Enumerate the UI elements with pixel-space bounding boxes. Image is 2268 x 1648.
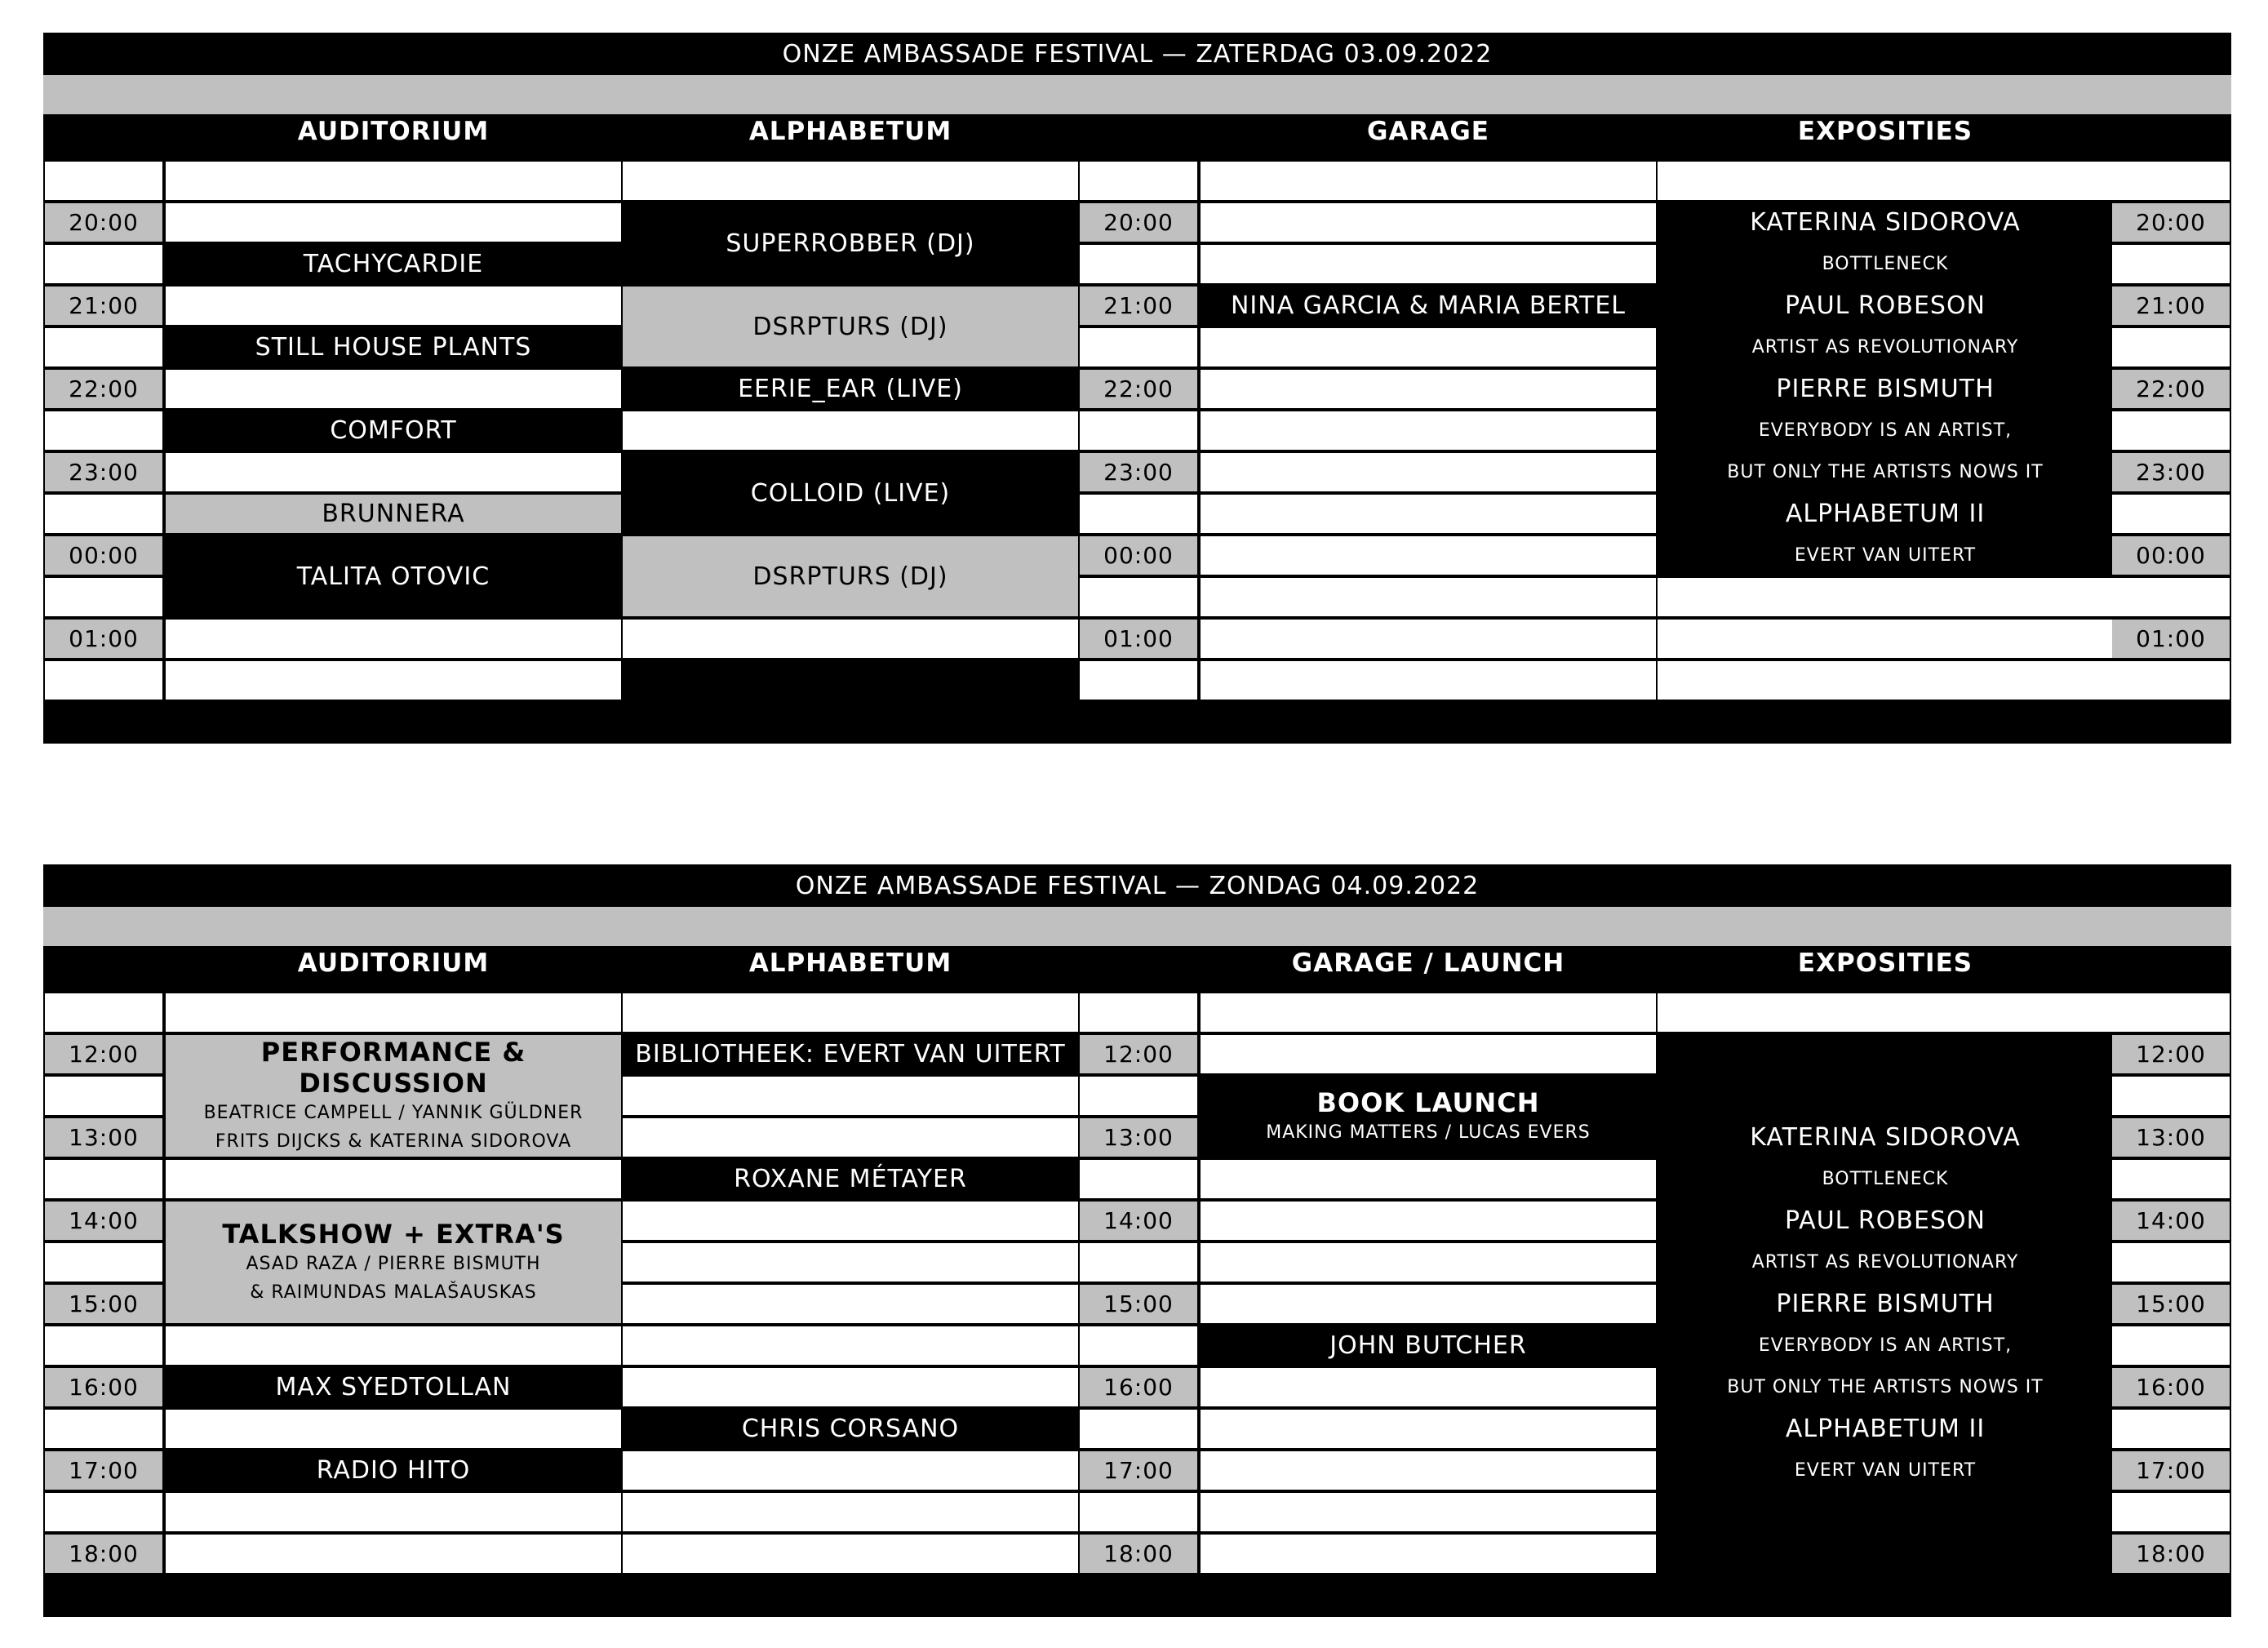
expo-work: BUT ONLY THE ARTISTS NOWS IT xyxy=(1658,453,2113,491)
empty-slot xyxy=(166,162,621,200)
empty-slot xyxy=(1201,328,1656,366)
time-label: 13:00 xyxy=(2112,1118,2230,1157)
time-slot xyxy=(1080,1077,1197,1115)
event-book-launch xyxy=(1201,1077,1656,1157)
time-slot xyxy=(2112,162,2230,200)
stage-alphabetum: ALPHABETUM xyxy=(748,117,952,146)
empty-slot xyxy=(1201,661,1656,700)
stage-alphabetum: ALPHABETUM xyxy=(748,948,952,978)
stage-auditorium: AUDITORIUM xyxy=(297,117,490,146)
event-line: FRITS DIJCKS & KATERINA SIDOROVA xyxy=(215,1131,572,1152)
empty-slot xyxy=(1201,1243,1656,1282)
empty-slot xyxy=(623,411,1078,450)
time-label: 01:00 xyxy=(2112,620,2230,658)
time-slot xyxy=(2112,1160,2230,1198)
time-label: 14:00 xyxy=(2112,1202,2230,1240)
time-slot xyxy=(2112,411,2230,450)
event-tachycardie: TACHYCARDIE xyxy=(166,245,621,283)
time-slot xyxy=(2112,1410,2230,1448)
event-roxane-metayer: ROXANE MÉTAYER xyxy=(623,1160,1078,1198)
schedule-saturday xyxy=(43,33,2231,744)
empty-slot xyxy=(623,1077,1078,1115)
event-dsrpturs-2: DSRPTURS (DJ) xyxy=(623,536,1078,616)
time-label: 00:00 xyxy=(2112,536,2230,575)
schedule-title: ONZE AMBASSADE FESTIVAL — ZONDAG 04.09.2022 xyxy=(795,871,1480,900)
time-slot xyxy=(45,1160,162,1198)
time-slot xyxy=(45,245,162,283)
time-slot xyxy=(1080,245,1197,283)
time-slot xyxy=(45,328,162,366)
time-label: 21:00 xyxy=(1080,287,1197,325)
empty-slot xyxy=(1201,1202,1656,1240)
time-slot xyxy=(45,993,162,1032)
empty-slot xyxy=(1201,620,1656,658)
time-label: 12:00 xyxy=(45,1035,162,1073)
time-slot xyxy=(2112,328,2230,366)
expo-katerina-sidorova: KATERINA SIDOROVA xyxy=(1658,1118,2113,1157)
expo-katerina-sidorova: KATERINA SIDOROVA xyxy=(1658,203,2113,242)
event-radio-hito: RADIO HITO xyxy=(166,1451,621,1490)
time-slot xyxy=(1080,993,1197,1032)
schedule-sunday xyxy=(43,864,2231,1617)
empty-slot xyxy=(1201,495,1656,533)
time-slot xyxy=(1080,1326,1197,1365)
empty-slot xyxy=(1201,245,1656,283)
time-label: 13:00 xyxy=(1080,1118,1197,1157)
empty-slot xyxy=(1201,1493,1656,1531)
time-label: 18:00 xyxy=(1080,1535,1197,1573)
time-slot xyxy=(45,1493,162,1531)
schedule-title: ONZE AMBASSADE FESTIVAL — ZATERDAG 03.09.2022 xyxy=(782,39,1493,69)
time-label: 22:00 xyxy=(2112,370,2230,408)
empty-slot xyxy=(623,162,1078,200)
time-slot xyxy=(2112,245,2230,283)
empty-slot xyxy=(1201,203,1656,242)
event-line: BEATRICE CAMPELL / YANNIK GÜLDNER xyxy=(203,1102,584,1123)
empty-slot xyxy=(1201,536,1656,575)
event-john-butcher: JOHN BUTCHER xyxy=(1201,1326,1656,1365)
empty-slot xyxy=(166,1326,621,1365)
time-slot xyxy=(1080,411,1197,450)
event-max-syedtollan: MAX SYEDTOLLAN xyxy=(166,1368,621,1406)
event-nina-garcia: NINA GARCIA & MARIA BERTEL xyxy=(1201,287,1656,325)
empty-slot xyxy=(166,370,621,408)
event-performance-discussion xyxy=(166,1035,621,1157)
time-label: 22:00 xyxy=(1080,370,1197,408)
empty-slot xyxy=(1658,620,2113,658)
time-label: 00:00 xyxy=(45,536,162,575)
event-comfort: COMFORT xyxy=(166,411,621,450)
empty-slot xyxy=(1658,993,2113,1032)
stage-exposities: EXPOSITIES xyxy=(1797,117,1973,146)
time-slot xyxy=(2112,993,2230,1032)
time-slot xyxy=(1080,661,1197,700)
empty-slot xyxy=(1201,1035,1656,1073)
stage-garage: GARAGE xyxy=(1367,117,1489,146)
empty-slot xyxy=(166,453,621,491)
event-line: MAKING MATTERS / LUCAS EVERS xyxy=(1266,1122,1591,1143)
time-label: 18:00 xyxy=(2112,1535,2230,1573)
time-label: 21:00 xyxy=(45,287,162,325)
time-label: 12:00 xyxy=(1080,1035,1197,1073)
empty-slot xyxy=(166,1493,621,1531)
time-slot xyxy=(45,1410,162,1448)
expo-paul-robeson: PAUL ROBESON xyxy=(1658,287,2113,325)
empty-slot xyxy=(623,1243,1078,1282)
empty-slot xyxy=(623,1368,1078,1406)
time-slot xyxy=(2112,1326,2230,1365)
time-slot xyxy=(1080,1160,1197,1198)
empty-slot xyxy=(623,1451,1078,1490)
stage-garage-launch: GARAGE / LAUNCH xyxy=(1291,948,1565,978)
event-dsrpturs: DSRPTURS (DJ) xyxy=(623,287,1078,366)
expo-work: EVERT VAN UITERT xyxy=(1658,536,2113,575)
time-slot xyxy=(45,495,162,533)
empty-slot xyxy=(1658,578,2113,616)
empty-slot xyxy=(623,620,1078,658)
event-brunnera: BRUNNERA xyxy=(166,495,621,533)
expo-work: BOTTLENECK xyxy=(1658,245,2113,283)
empty-slot xyxy=(623,1493,1078,1531)
empty-slot xyxy=(166,287,621,325)
empty-slot xyxy=(1201,411,1656,450)
expo-work: ARTIST AS REVOLUTIONARY xyxy=(1658,1243,2113,1282)
empty-slot xyxy=(166,1410,621,1448)
expo-paul-robeson: PAUL ROBESON xyxy=(1658,1202,2113,1240)
time-slot xyxy=(45,661,162,700)
empty-slot xyxy=(1201,1535,1656,1573)
empty-slot xyxy=(1201,993,1656,1032)
event-line: ASAD RAZA / PIERRE BISMUTH xyxy=(246,1253,541,1274)
time-label: 22:00 xyxy=(45,370,162,408)
time-label: 00:00 xyxy=(1080,536,1197,575)
empty-slot xyxy=(166,620,621,658)
event-title: PERFORMANCE & DISCUSSION xyxy=(260,1036,526,1099)
event-talita-otovic: TALITA OTOVIC xyxy=(166,536,621,616)
time-slot xyxy=(1080,1243,1197,1282)
time-label: 01:00 xyxy=(1080,620,1197,658)
empty-slot xyxy=(623,993,1078,1032)
event-bibliotheek: BIBLIOTHEEK: EVERT VAN UITERT xyxy=(623,1035,1078,1073)
time-slot xyxy=(45,578,162,616)
expo-work: EVERT VAN UITERT xyxy=(1658,1451,2113,1490)
expo-work: BUT ONLY THE ARTISTS NOWS IT xyxy=(1658,1368,2113,1406)
event-eerie-ear: EERIE_EAR (LIVE) xyxy=(623,370,1078,408)
time-label: 15:00 xyxy=(2112,1285,2230,1323)
time-label: 16:00 xyxy=(1080,1368,1197,1406)
event-colloid: COLLOID (LIVE) xyxy=(623,453,1078,533)
time-label: 20:00 xyxy=(45,203,162,242)
time-label: 17:00 xyxy=(1080,1451,1197,1490)
time-label: 17:00 xyxy=(2112,1451,2230,1490)
time-slot xyxy=(1080,578,1197,616)
time-label: 14:00 xyxy=(1080,1202,1197,1240)
event-superrobber: SUPERROBBER (DJ) xyxy=(623,203,1078,283)
time-label: 21:00 xyxy=(2112,287,2230,325)
expo-work: EVERYBODY IS AN ARTIST, xyxy=(1658,411,2113,450)
empty-slot xyxy=(623,1535,1078,1573)
empty-slot xyxy=(1658,661,2113,700)
time-slot xyxy=(2112,1493,2230,1531)
empty-slot xyxy=(166,203,621,242)
expo-alphabetum-ii: ALPHABETUM II xyxy=(1658,495,2113,533)
stage-exposities: EXPOSITIES xyxy=(1797,948,1973,978)
empty-slot xyxy=(623,1118,1078,1157)
time-label: 20:00 xyxy=(1080,203,1197,242)
expo-pierre-bismuth: PIERRE BISMUTH xyxy=(1658,1285,2113,1323)
empty-slot xyxy=(1201,1368,1656,1406)
time-label: 12:00 xyxy=(2112,1035,2230,1073)
expo-work: BOTTLENECK xyxy=(1658,1160,2113,1198)
empty-slot xyxy=(1201,162,1656,200)
time-label: 23:00 xyxy=(45,453,162,491)
empty-slot xyxy=(1201,1451,1656,1490)
time-label: 23:00 xyxy=(2112,453,2230,491)
time-label: 15:00 xyxy=(1080,1285,1197,1323)
time-label: 23:00 xyxy=(1080,453,1197,491)
empty-slot xyxy=(166,1160,621,1198)
time-slot xyxy=(2112,578,2230,616)
time-label: 16:00 xyxy=(45,1368,162,1406)
expo-work: EVERYBODY IS AN ARTIST, xyxy=(1658,1326,2113,1365)
empty-slot xyxy=(166,1535,621,1573)
time-label: 14:00 xyxy=(45,1202,162,1240)
empty-slot xyxy=(623,1202,1078,1240)
time-label: 01:00 xyxy=(45,620,162,658)
time-slot xyxy=(2112,495,2230,533)
expo-work: ARTIST AS REVOLUTIONARY xyxy=(1658,328,2113,366)
time-slot xyxy=(1080,1410,1197,1448)
empty-slot xyxy=(1201,1285,1656,1323)
time-slot xyxy=(2112,661,2230,700)
time-slot xyxy=(1080,1493,1197,1531)
time-slot xyxy=(2112,1243,2230,1282)
time-slot xyxy=(45,1077,162,1115)
empty-slot xyxy=(1201,578,1656,616)
time-label: 18:00 xyxy=(45,1535,162,1573)
event-chris-corsano: CHRIS CORSANO xyxy=(623,1410,1078,1448)
time-label: 20:00 xyxy=(2112,203,2230,242)
empty-slot xyxy=(1201,370,1656,408)
empty-slot xyxy=(1201,453,1656,491)
empty-slot xyxy=(1658,162,2113,200)
time-label: 13:00 xyxy=(45,1118,162,1157)
event-title: TALKSHOW + EXTRA'S xyxy=(222,1218,565,1250)
stage-auditorium: AUDITORIUM xyxy=(297,948,490,978)
time-slot xyxy=(1080,328,1197,366)
empty-slot xyxy=(1201,1410,1656,1448)
time-slot xyxy=(2112,1077,2230,1115)
time-slot xyxy=(45,1243,162,1282)
event-line: & RAIMUNDAS MALAŠAUSKAS xyxy=(250,1282,537,1303)
time-slot xyxy=(45,411,162,450)
expo-alphabetum-ii: ALPHABETUM II xyxy=(1658,1410,2113,1448)
empty-slot xyxy=(166,661,621,700)
event-still-house-plants: STILL HOUSE PLANTS xyxy=(166,328,621,366)
empty-slot xyxy=(623,1326,1078,1365)
event-title: BOOK LAUNCH xyxy=(1316,1086,1540,1118)
time-label: 16:00 xyxy=(2112,1368,2230,1406)
event-talkshow xyxy=(166,1202,621,1323)
time-slot xyxy=(45,1326,162,1365)
time-label: 15:00 xyxy=(45,1285,162,1323)
empty-slot xyxy=(623,1285,1078,1323)
expo-pierre-bismuth: PIERRE BISMUTH xyxy=(1658,370,2113,408)
time-slot xyxy=(1080,495,1197,533)
time-slot xyxy=(45,162,162,200)
empty-slot xyxy=(166,993,621,1032)
time-slot xyxy=(1080,162,1197,200)
empty-slot xyxy=(1201,1160,1656,1198)
time-label: 17:00 xyxy=(45,1451,162,1490)
